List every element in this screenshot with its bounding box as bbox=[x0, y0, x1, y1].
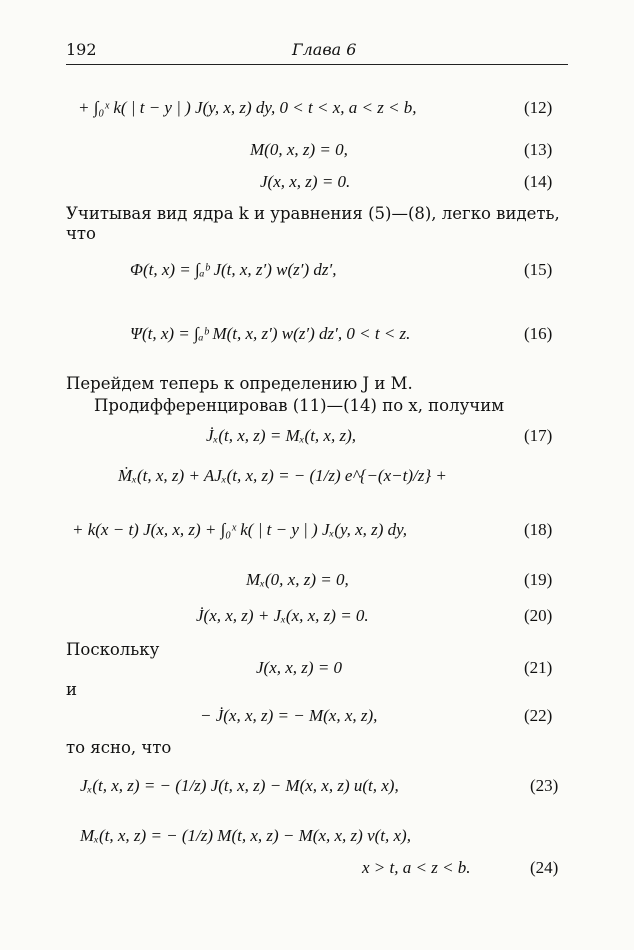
equation-19: Mₓ(0, x, z) = 0, bbox=[246, 570, 349, 589]
paragraph-line: Продифференцировав (11)—(14) по x, получим bbox=[94, 396, 505, 415]
equation-number-14: (14) bbox=[524, 172, 553, 191]
equation-number-19: (19) bbox=[524, 570, 553, 589]
equation-14: J(x, x, z) = 0. bbox=[260, 172, 351, 191]
equation-number-13: (13) bbox=[524, 140, 553, 159]
paragraph-line: и bbox=[66, 680, 77, 699]
paragraph-line: Учитывая вид ядра k и уравнения (5)—(8), легко видеть, bbox=[66, 204, 560, 223]
equation-number-12: (12) bbox=[524, 98, 553, 117]
equation-13: M(0, x, z) = 0, bbox=[250, 140, 348, 159]
header-rule bbox=[66, 64, 568, 65]
equation-24-part2: x > t, a < z < b. bbox=[362, 858, 471, 877]
equation-20: J̇(x, x, z) + Jₓ(x, x, z) = 0. bbox=[196, 606, 369, 625]
paragraph-line: что bbox=[66, 224, 96, 243]
paragraph-line: то ясно, что bbox=[66, 738, 172, 757]
equation-number-18: (18) bbox=[524, 520, 553, 539]
equation-16: Ψ(t, x) = ∫ₐᵇ M(t, x, z′) w(z′) dz′, 0 < t < z. bbox=[130, 324, 411, 343]
equation-12: + ∫₀ˣ k( | t − y | ) J(y, x, z) dy, 0 < t < x, a < z < b, bbox=[78, 98, 417, 117]
equation-18-part1: Ṁₓ(t, x, z) + AJₓ(t, x, z) = − (1/z) e^{−(x−t)/z} + bbox=[118, 466, 447, 485]
chapter-title: Глава 6 bbox=[292, 40, 357, 59]
equation-23: Jₓ(t, x, z) = − (1/z) J(t, x, z) − M(x, x, z) u(t, x), bbox=[80, 776, 399, 795]
page-number: 192 bbox=[66, 40, 97, 59]
equation-number-16: (16) bbox=[524, 324, 553, 343]
paragraph-line: Поскольку bbox=[66, 640, 160, 659]
equation-number-22: (22) bbox=[524, 706, 553, 725]
equation-number-17: (17) bbox=[524, 426, 553, 445]
equation-21: J(x, x, z) = 0 bbox=[256, 658, 343, 677]
equation-number-21: (21) bbox=[524, 658, 553, 677]
equation-number-24: (24) bbox=[530, 858, 559, 877]
paragraph-line: Перейдем теперь к определению J и M. bbox=[66, 374, 413, 393]
equation-number-15: (15) bbox=[524, 260, 553, 279]
equation-22: − J̇(x, x, z) = − M(x, x, z), bbox=[200, 706, 378, 725]
equation-number-23: (23) bbox=[530, 776, 559, 795]
equation-18: + k(x − t) J(x, x, z) + ∫₀ˣ k( | t − y | ) Jₓ(y, x, z) dy, bbox=[72, 520, 408, 539]
equation-15: Φ(t, x) = ∫ₐᵇ J(t, x, z′) w(z′) dz′, bbox=[130, 260, 337, 279]
equation-17: J̇ₓ(t, x, z) = Mₓ(t, x, z), bbox=[206, 426, 357, 445]
equation-24-part1: Mₓ(t, x, z) = − (1/z) M(t, x, z) − M(x, x, z) v(t, x), bbox=[80, 826, 411, 845]
equation-number-20: (20) bbox=[524, 606, 553, 625]
